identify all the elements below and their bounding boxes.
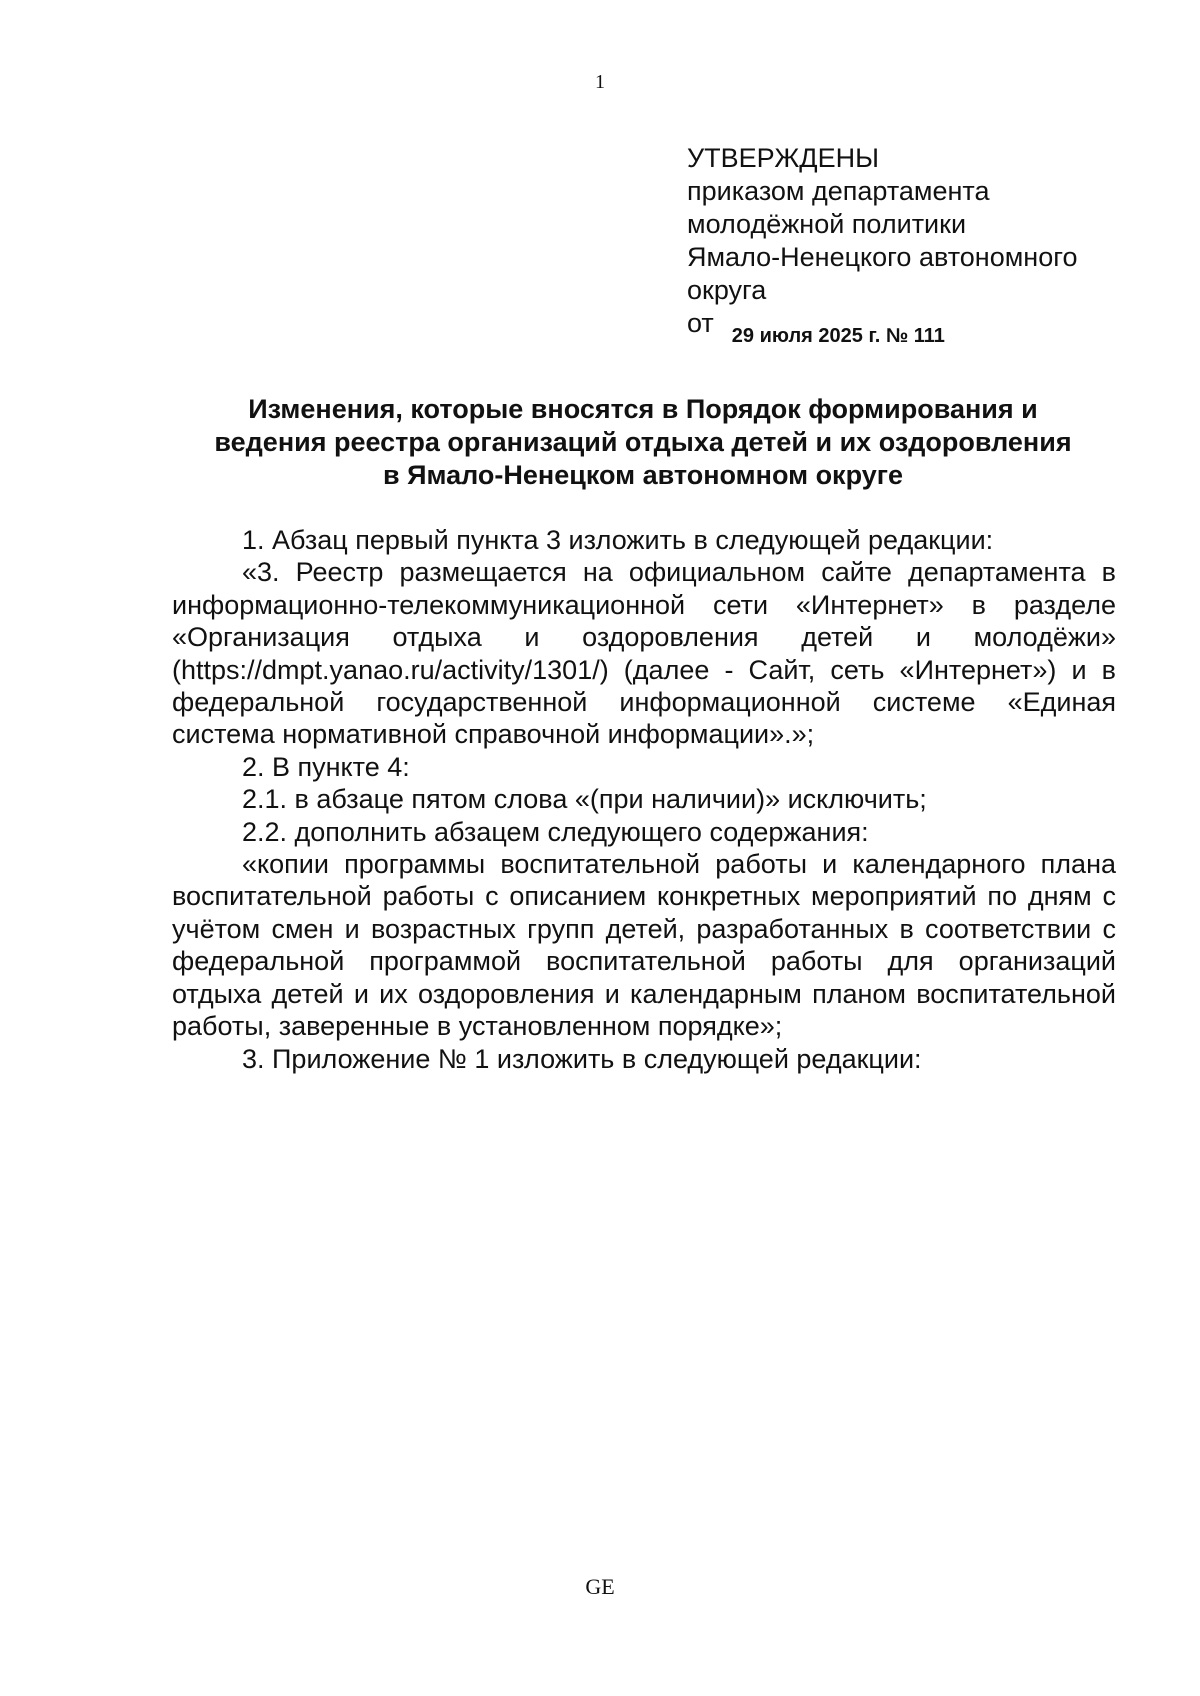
- approval-block: [687, 142, 1157, 347]
- approval-heading: УТВЕРЖДЕНЫ: [687, 143, 879, 173]
- body-paragraph: 3. Приложение № 1 изложить в следующей редакции:: [242, 1043, 922, 1074]
- body-paragraph: 2.2. дополнить абзацем следующего содержания:: [242, 816, 869, 847]
- approval-date-value: 29 июля 2025 г. № 111: [731, 325, 945, 347]
- approval-date-prefix: от: [687, 308, 714, 338]
- page-number: 1: [595, 71, 605, 93]
- approval-line: приказом департамента: [687, 176, 990, 206]
- body-paragraph: 2.1. в абзаце пятом слова «(при наличии)» исключить;: [242, 784, 927, 815]
- body-paragraph: 2. В пункте 4:: [242, 751, 410, 782]
- approval-line: молодёжной политики: [687, 209, 967, 239]
- title-line: Изменения, которые вносятся в Порядок формирования и: [248, 394, 1038, 424]
- title-line: ведения реестра организаций отдыха детей и их оздоровления: [214, 427, 1072, 457]
- document-body: [172, 524, 1116, 1075]
- title-line: в Ямало-Ненецком автономном округе: [382, 460, 903, 490]
- body-paragraph: «3. Реестр размещается на официальном сайте департамента в информационно-телекоммуникационной сети «Интернет» в разделе «Организация отдыха и оздоровления детей и молодёжи» (https://dmpt.yanao.ru/activity/1301/) (далее - Сайт, сеть «Интернет») и в федеральной государственной информационной системе «Единая система нормативной справочной информации».»;: [172, 557, 1116, 750]
- body-paragraph: «копии программы воспитательной работы и календарного плана воспитательной работы с описанием конкретных мероприятий по дням с учётом смен и возрастных групп детей, разработанных в соответствии с федеральной программой воспитательной работы для организаций отдыха детей и их оздоровления и календарным планом воспитательной работы, заверенные в установленном порядке»;: [172, 849, 1116, 1042]
- approval-date-row: [687, 307, 1157, 347]
- approval-line: Ямало-Ненецкого автономного: [687, 242, 1078, 272]
- body-paragraph: 1. Абзац первый пункта 3 изложить в следующей редакции:: [242, 525, 994, 555]
- footer-mark: GE: [585, 1574, 615, 1599]
- approval-line: округа: [687, 275, 767, 305]
- document-title: [170, 393, 1116, 492]
